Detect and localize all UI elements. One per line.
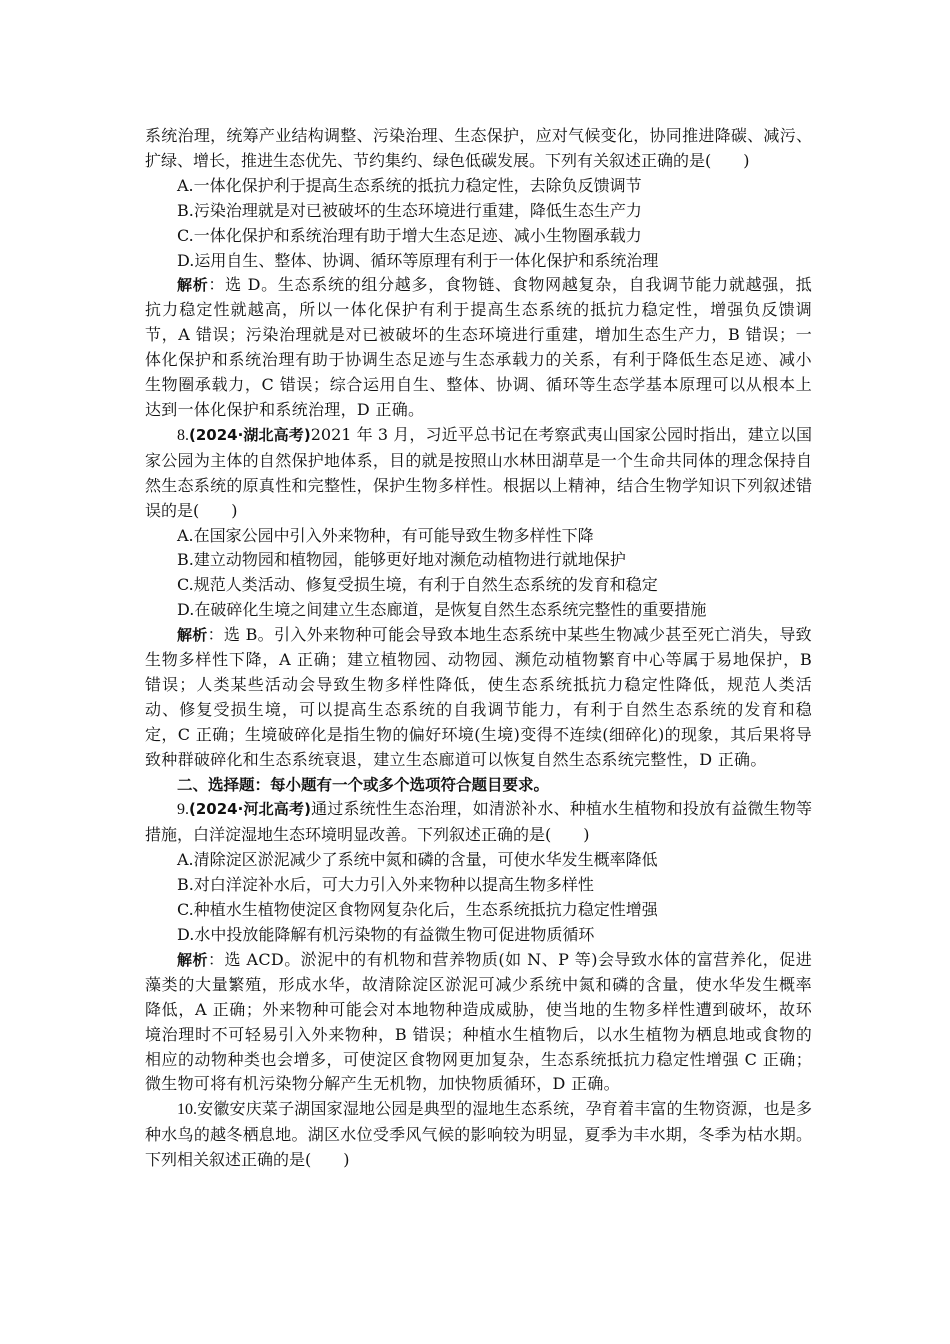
section-heading: 二、选择题：每小题有一个或多个选项符合题目要求。: [177, 775, 550, 794]
q10-stem-text: 安徽安庆菜子湖国家湿地公园是典型的湿地生态系统，孕育着丰富的生物资源，也是多种水鸟的越冬栖息地。湖区水位受季风气候的影响较为明显，夏季为丰水期，冬季为枯水期。下列相关叙述正确的是( ): [145, 1099, 812, 1170]
q7-analysis-text: ：选 D。生态系统的组分越多，食物链、食物网越复杂，自我调节能力就越强，抵抗力稳定性就越高，所以一体化保护有利于提高生态系统的抵抗力稳定性，增强负反馈调节，A 错误；污染治理就是对已被破坏的生态环境进行重建，增加生态生产力，B 错误；一体化保护和系统治理有助于协调生态足迹与生态承载力的关系，有利于降低生态足迹、减小生物圈承载力，C 错误；综合运用自生、整体、协调、循环等生态学基本原理可以从根本上达到一体化保护和系统治理，D 正确。: [145, 275, 813, 419]
q8-option-a: A.在国家公园中引入外来物种，有可能导致生物多样性下降: [177, 525, 594, 545]
q8-source: (2024·湖北高考): [189, 425, 311, 444]
q8-option-c: C.规范人类活动、修复受损生境，有利于自然生态系统的发育和稳定: [177, 575, 658, 595]
q9-stem-text: 通过系统性生态治理，如清淤补水、种植水生植物和投放有益微生物等措施，白洋淀湿地生态环境明显改善。下列叙述正确的是( ): [145, 799, 812, 845]
q9-number: 9.: [177, 801, 189, 819]
q8-number: 8.: [177, 426, 189, 444]
q8-stem-text: 2021 年 3 月，习近平总书记在考察武夷山国家公园时指出，建立以国家公园为主体的自然保护地体系，目的就是按照山水林田湖草是一个生命共同体的理念保持自然生态系统的原真性和完整性，保护生物多样性。根据以上精神，结合生物学知识下列叙述错误的是( ): [145, 424, 812, 520]
q8-stem: [145, 423, 812, 524]
q9-analysis-label: 解析: [177, 950, 208, 969]
q7-option-d: D.运用自生、整体、协调、循环等原理有利于一体化保护和系统治理: [177, 250, 659, 270]
q8-analysis: [145, 623, 812, 772]
q7-option-b: B.污染治理就是对已被破坏的生态环境进行重建，降低生态生产力: [177, 200, 642, 220]
q9-analysis: [145, 948, 812, 1097]
q8-option-b: B.建立动物园和植物园，能够更好地对濒危动植物进行就地保护: [177, 550, 626, 570]
q9-source: (2024·河北高考): [189, 800, 311, 819]
q8-option-d: D.在破碎化生境之间建立生态廊道，是恢复自然生态系统完整性的重要措施: [177, 600, 707, 620]
q9-option-c: C.种植水生植物使淀区食物网复杂化后，生态系统抵抗力稳定性增强: [177, 900, 658, 920]
q9-stem: [145, 797, 812, 848]
q10-number: 10.: [177, 1101, 197, 1119]
q10-stem: [145, 1097, 812, 1173]
q9-option-b: B.对白洋淀补水后，可大力引入外来物种以提高生物多样性: [177, 875, 594, 895]
q7-stem: 系统治理，统筹产业结构调整、污染治理、生态保护，应对气候变化，协同推进降碳、减污、扩绿、增长，推进生态优先、节约集约、绿色低碳发展。下列有关叙述正确的是( ): [145, 126, 812, 170]
q7-option-a: A.一体化保护利于提高生态系统的抵抗力稳定性，去除负反馈调节: [177, 175, 642, 195]
q9-analysis-text: ：选 ACD。淤泥中的有机物和营养物质(如 N、P 等)会导致水体的富营养化，促进藻类的大量繁殖，形成水华，故清除淀区淤泥可减少系统中氮和磷的含量，使水华发生概率降低，A 正确；外来物种可能会对本地物种造成威胁，使当地的生物多样性遭到破坏，故环境治理时不可轻易引入外来物种，B 错误；种植水生植物后，以水生植物为栖息地或食物的相应的动物种类也会增多，可使淀区食物网更加复杂，生态系统抵抗力稳定性增强 C 正确；微生物可将有机污染物分解产生无机物，加快物质循环，D 正确。: [145, 949, 812, 1094]
q9-option-d: D.水中投放能降解有机污染物的有益微生物可促进物质循环: [177, 925, 595, 944]
document-page: [145, 124, 812, 1173]
q9-option-a: A.清除淀区淤泥减少了系统中氮和磷的含量，可使水华发生概率降低: [177, 850, 658, 870]
q8-analysis-text: ：选 B。引入外来物种可能会导致本地生态系统中某些生物减少甚至死亡消失，导致生物多样性下降，A 正确；建立植物园、动物园、濒危动植物繁育中心等属于易地保护，B 错误；人类某些活动会导致生物多样性降低，使生态系统抵抗力稳定性降低，规范人类活动、修复受损生境，可以提高生态系统的自我调节能力，有利于自然生态系统的发育和稳定，C 正确；生境破碎化是指生物的偏好环境(生境)变得不连续(细碎化)的现象，其后果将导致种群破碎化和生态系统衰退，建立生态廊道可以恢复自然生态系统完整性，D 正确。: [145, 625, 812, 769]
q7-option-c: C.一体化保护和系统治理有助于增大生态足迹、减小生物圈承载力: [177, 225, 642, 245]
q8-analysis-label: 解析: [177, 626, 208, 645]
q7-analysis-label: 解析: [177, 276, 209, 295]
q7-analysis: [145, 273, 812, 422]
